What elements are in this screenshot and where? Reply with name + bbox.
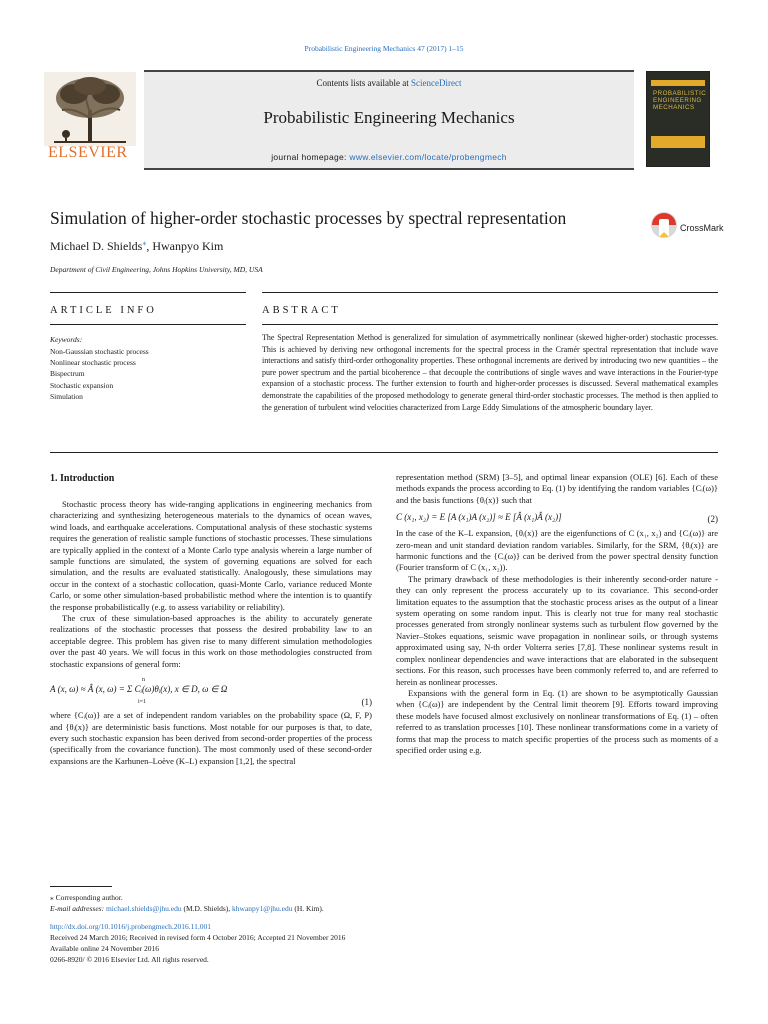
keyword-item: Non-Gaussian stochastic process — [50, 347, 149, 356]
keywords-list — [50, 346, 149, 402]
eq2-body: C (x₁, x₂) = E [A (x₁)A (x₂)] ≈ E [Â (x₁)Â (x₂)] — [396, 512, 562, 523]
footnote-rule — [50, 886, 112, 887]
equation-2 — [396, 512, 718, 528]
keyword-item: Nonlinear stochastic process — [50, 358, 136, 368]
received-dates: Received 24 March 2016; Received in revised form 4 October 2016; Accepted 21 November 2016 — [50, 933, 346, 942]
body-paragraph: The primary drawback of these methodologies is their inherently second-order nature - they can only represent the process accurately up to its covariance. This second-order limitation equates to the assumption that the stochastic process arises as the output of a linear system operating on some random input. This is clearly not true for many real stochastic processes generated from strongly nonlinear systems such as turbulent flow governed by the Navier–Stokes equations, seismic wave propagation in nonlinear soils, or through systems approximated using say, N-th order Volterra series [7,8]. These nonlinear systems result in complex nonlinear dependencies and wave interactions that are elaborated in the subsequent sections. For this reason, such processes have been commonly referred to, and are referred to herein as nonlinear processes. — [396, 573, 718, 687]
body-paragraph: Expansions with the general form in Eq. (1) are shown to be asymptotically Gaussian when {Cᵢ(ω)} are independent by the Central limit theorem [9]. Efforts toward improving these models have focused almost exclusively on nonlinear transformations of Eq. (1) – often referred to as translation processes [10]. These nonlinear transformations come in a variety of forms that map the process to match specific properties of the process such as moments of a specified order using e.g. — [396, 687, 718, 755]
publication-info — [50, 921, 718, 965]
elsevier-tree-icon — [44, 72, 136, 146]
journal-homepage-line — [144, 152, 634, 162]
crossmark-icon — [650, 210, 678, 244]
journal-cover-thumbnail[interactable] — [646, 71, 710, 167]
corresponding-author-marker[interactable]: ⁎ — [142, 238, 147, 247]
equation-number: (1) — [361, 696, 372, 707]
email-line — [50, 903, 718, 914]
article-info-heading: ARTICLE INFO — [50, 305, 157, 316]
author-separator: , — [146, 239, 153, 253]
abstract-top-rule — [262, 292, 718, 293]
footnotes — [50, 892, 718, 914]
email-name-shields: (M.D. Shields), — [181, 904, 233, 913]
journal-title[interactable]: Probabilistic Engineering Mechanics — [263, 108, 515, 127]
email-link-kim[interactable]: khwanpy1@jhu.edu — [232, 904, 293, 913]
journal-masthead — [44, 70, 634, 166]
email-link-shields[interactable]: michael.shields@jhu.edu — [105, 904, 182, 913]
body-paragraph: The crux of these simulation-based approaches is the ability to accurately generate realizations of the stochastic processes that possess the desired probability law to an acceptable degree. This problem has given rise to many different simulation methodologies over the past 40 years. We will focus in this work on those methodologies constructed from stochastic expansions of general form: — [50, 613, 372, 669]
body-column-left — [50, 499, 372, 767]
body-paragraph: In the case of the K–L expansion, {θᵢ(x)} are the eigenfunctions of C (x₁, x₂) and {Cᵢ(ω)} are zero-mean and unit standard deviation random variables. Similarly, for the SRM, {θᵢ(x)} are harmonic functions and the {Cᵢ(ω)} can be derived from the power spectral density function (Fourier transform of C (x₁, x₂)). — [396, 528, 718, 573]
contents-available-line — [144, 78, 634, 88]
crossmark-label: CrossMark — [680, 223, 724, 233]
eq1-sum-lower: i=1 — [138, 699, 147, 706]
crossmark-badge[interactable] — [650, 210, 728, 244]
affiliation: Department of Civil Engineering, Johns Hopkins University, MD, USA — [50, 265, 263, 274]
cover-accent-bar — [651, 80, 705, 86]
abstract-heading: ABSTRACT — [262, 305, 341, 316]
keywords-label: Keywords: — [50, 335, 83, 344]
available-online: Available online 24 November 2016 — [50, 944, 159, 953]
body-paragraph: representation method (SRM) [3–5], and optimal linear expansion (OLE) [6]. Each of these methods expands the process according to Eq. (1) by identifying the random variables {Cᵢ(ω)} and the basis functions {θᵢ(x)} such that — [396, 472, 718, 505]
cover-footer-bar — [651, 136, 705, 148]
author-shields[interactable]: Michael D. Shields — [50, 239, 143, 253]
keyword-item: Bispectrum — [50, 369, 85, 379]
corresponding-author-note: ⁎ Corresponding author. — [50, 893, 123, 902]
body-column-right — [396, 472, 718, 756]
article-info-bottom-rule — [50, 324, 246, 325]
body-paragraph: Stochastic process theory has wide-ranging applications in engineering mechanics from characterizing and synthesizing heterogeneous materials to the dynamics of ocean waves, wind loads, and earthquake accelerations. Computational analysis of these stochastic systems requires the generation of realistic sample functions of stochastic processes. These simulations are typically applied in the context of a Monte Carlo type analysis wherein a large number of sample functions are simulated, the system of governing equations are solved for each simulation, and the results are evaluated statistically. Analogously, these simulations may occur in the context of a stochastic collocation, quasi-Monte Carlo, variance reduced Monte Carlo, or some other simulation-based probabilistic method where the intention is to quantify the response probabilistically (e.g. to assess variability or reliability). — [50, 499, 372, 612]
homepage-link[interactable]: www.elsevier.com/locate/probengmech — [349, 152, 507, 162]
author-kim[interactable]: Hwanpyo Kim — [152, 239, 224, 253]
eq1-body: A (x, ω) ≈ Â (x, ω) = Σ Cᵢ(ω)θᵢ(x), x ∈ D, ω ∈ Ω — [50, 684, 228, 695]
keyword-item: Stochastic expansion — [50, 380, 114, 390]
keyword-item: Simulation — [50, 391, 83, 401]
doi-link[interactable]: http://dx.doi.org/10.1016/j.probengmech.2016.11.001 — [50, 922, 212, 931]
eq1-sum-upper: n — [142, 677, 145, 684]
elsevier-logo[interactable] — [44, 72, 136, 164]
abstract-mid-rule — [262, 324, 718, 325]
abstract-bottom-rule — [50, 452, 718, 453]
article-title: Simulation of higher-order stochastic processes by spectral representation — [50, 208, 567, 228]
contents-prefix: Contents lists available at — [316, 78, 411, 88]
email-label: E-mail addresses: — [50, 904, 106, 913]
author-list — [50, 238, 223, 254]
body-paragraph: where {Cᵢ(ω)} are a set of independent random variables on the probability space (Ω, F, P) and {θᵢ(x)} are deterministic basis functions. Most notable for our purposes is that, to date, every such stochastic expansion has been derived from second-order properties of the process (specifically from the covariance function). The most commonly used of these second-order expansions are the Karhunen–Loève (K–L) expansion [1,2], the spectral — [50, 710, 372, 766]
abstract-text: The Spectral Representation Method is generalized for simulation of asymmetrically nonlinear (skewed higher-order) stochastic processes. This is achieved by deriving new orthogonal increments for the spectral process in the Cramér spectral representation that include wave interactions and satisfy third-order orthogonality properties. These orthogonal increments are derived by introducing two new quantities – the pure power spectrum and the partial bicoherence – that decouple the contributions of single waves and wave interactions in the Fourier-type expansion of a stochastic process. The further extension to fourth and higher-order processes is discussed. Several mathematical examples demonstrate the capabilities of the proposed methodology to generate general third-order stochastic processes. The method is then applied to the generation of turbulent wind velocities characterized from Large Eddy Simulations of the atmospheric boundary layer. — [262, 333, 718, 412]
section-heading-introduction: 1. Introduction — [50, 473, 115, 484]
copyright-notice: 0266-8920/ © 2016 Elsevier Ltd. All rights reserved. — [50, 955, 209, 964]
sciencedirect-link[interactable]: ScienceDirect — [411, 78, 462, 88]
article-info-top-rule — [50, 292, 246, 293]
journal-citation[interactable]: Probabilistic Engineering Mechanics 47 (2017) 1–15 — [304, 44, 464, 53]
masthead-band — [144, 70, 634, 170]
email-name-kim: (H. Kim). — [292, 904, 324, 913]
homepage-prefix: journal homepage: — [271, 152, 350, 162]
elsevier-wordmark: ELSEVIER — [48, 144, 128, 161]
equation-1 — [50, 670, 372, 710]
cover-title: PROBABILISTIC ENGINEERING MECHANICS — [653, 90, 707, 111]
equation-number: (2) — [707, 514, 718, 525]
